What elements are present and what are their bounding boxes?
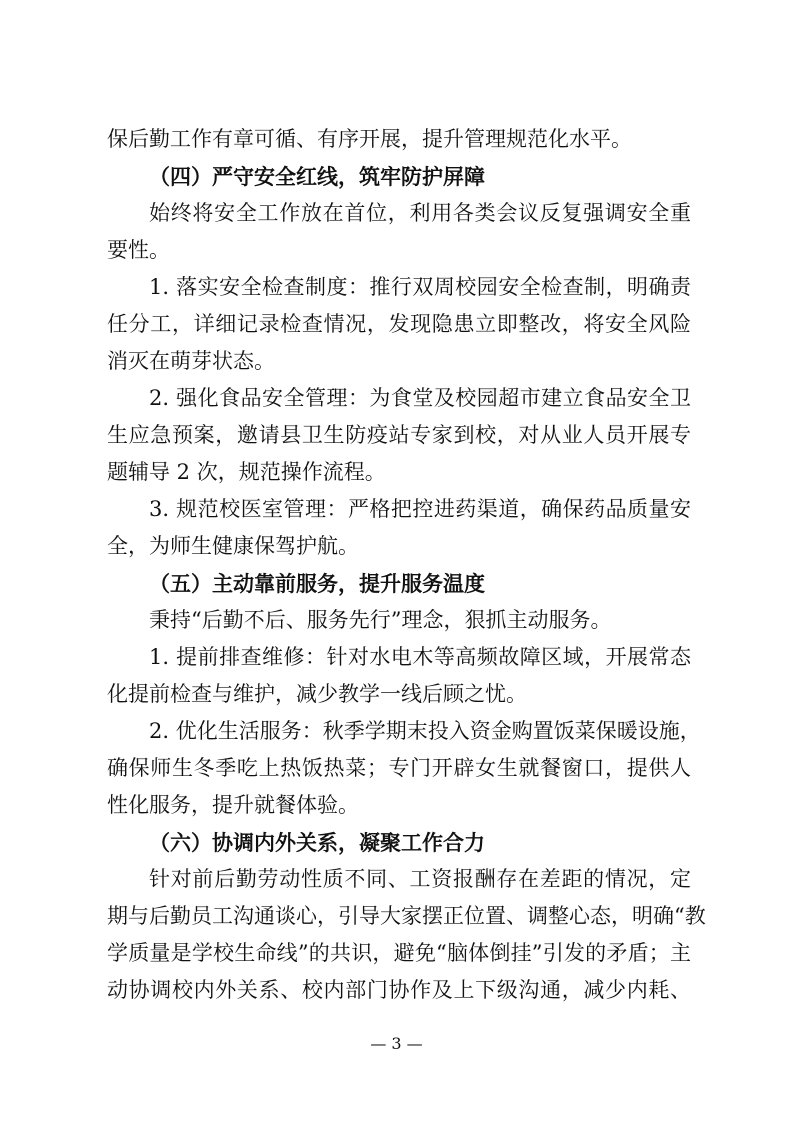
text-line: 1. 提前排查维修：针对水电木等高频故障区域，开展常态 [149,645,691,669]
section-heading [107,565,691,602]
text-line: 3. 规范校医室管理：严格把控进药渠道，确保药品质量安 [149,497,691,521]
text-line: 全，为师生健康保驾护航。 [107,534,359,558]
paragraph [107,861,706,1009]
document-body [107,121,706,1009]
paragraph [107,195,691,269]
text-line: 始终将安全工作放在首位，利用各类会议反复强调安全重 [149,201,691,225]
page-number: — 3 — [370,1034,423,1053]
paragraph [107,491,691,565]
text-line: 学质量是学校生命线”的共识，避免“脑体倒挂”引发的矛盾；主 [107,941,691,965]
paragraph [107,602,691,639]
text-line: 生应急预案，邀请县卫生防疫站专家到校，对从业人员开展专 [107,423,691,447]
text-line: 题辅导 2 次，规范操作流程。 [107,460,386,484]
text-line: 化提前检查与维护，减少教学一线后顾之忧。 [107,682,527,706]
text-line: （四）严守安全红线，筑牢防护屏障 [149,164,485,189]
section-heading [107,824,691,861]
paragraph [107,380,691,491]
text-line: 秉持“后勤不后、服务先行”理念，狠抓主动服务。 [149,608,612,632]
text-line: 动协调校内外关系、校内部门协作及上下级沟通，减少内耗、 [107,978,691,1002]
paragraph [107,639,691,713]
paragraph [107,121,691,158]
text-line: （五）主动靠前服务，提升服务温度 [149,571,485,596]
text-line: 任分工，详细记录检查情况，发现隐患立即整改，将安全风险 [107,312,691,336]
paragraph [107,713,701,824]
text-line: （六）协调内外关系，凝聚工作合力 [149,830,485,855]
text-line: 2. 强化食品安全管理：为食堂及校园超市建立食品安全卫 [149,386,691,410]
section-heading [107,158,691,195]
paragraph [107,269,691,380]
text-line: 针对前后勤劳动性质不同、工资报酬存在差距的情况，定 [149,867,691,891]
text-line: 性化服务，提升就餐体验。 [107,793,359,817]
text-line: 期与后勤员工沟通谈心，引导大家摆正位置、调整心态，明确“教 [107,904,706,928]
text-line: 2. 优化生活服务：秋季学期末投入资金购置饭菜保暖设施， [149,719,701,743]
text-line: 消灭在萌芽状态。 [107,349,275,373]
text-line: 要性。 [107,238,170,262]
text-line: 确保师生冬季吃上热饭热菜；专门开辟女生就餐窗口，提供人 [107,756,691,780]
text-line: 保后勤工作有章可循、有序开展，提升管理规范化水平。 [107,127,632,151]
text-line: 1. 落实安全检查制度：推行双周校园安全检查制，明确责 [149,275,691,299]
